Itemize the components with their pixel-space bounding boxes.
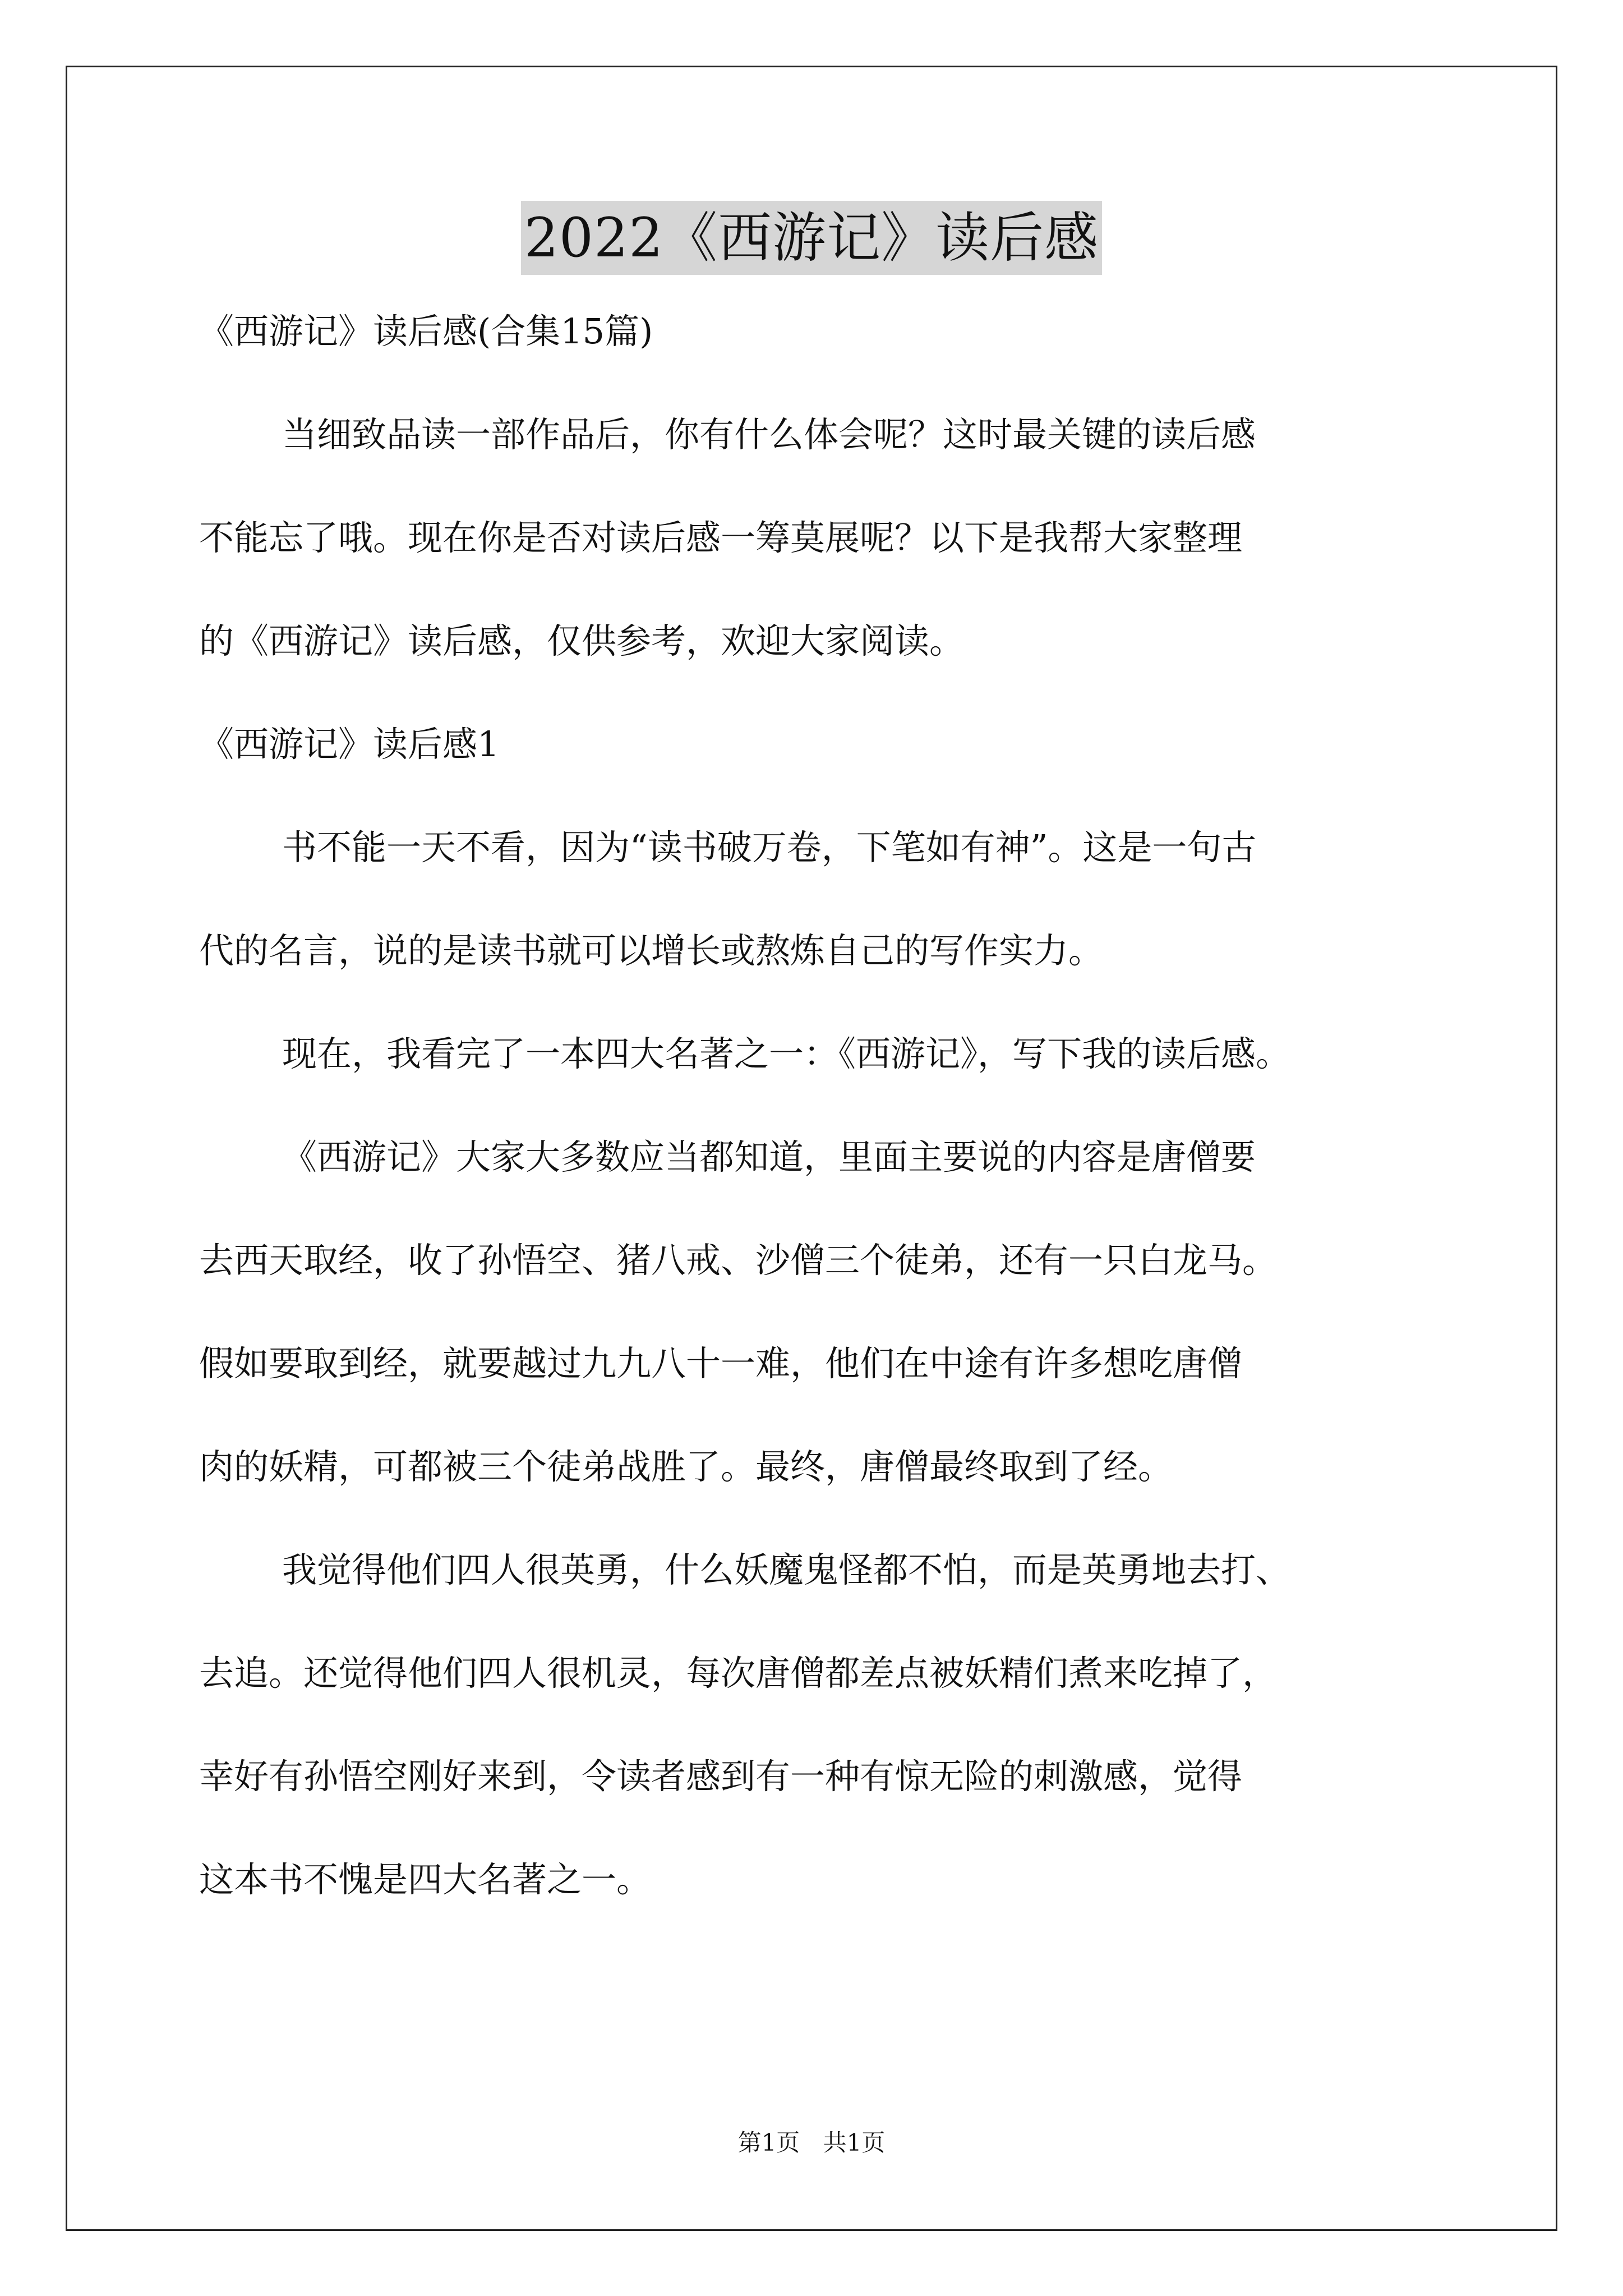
- intro-paragraph-line: 的《西游记》读后感，仅供参考，欢迎大家阅读。: [199, 620, 965, 661]
- page-footer: [0, 2126, 1623, 2160]
- body-paragraph-line: 去西天取经，收了孙悟空、猪八戒、沙僧三个徒弟，还有一只白龙马。: [199, 1240, 1278, 1281]
- section-heading: 《西游记》读后感1: [199, 724, 500, 765]
- document-title: 2022《西游记》读后感: [521, 201, 1102, 275]
- intro-paragraph-line: 当细致品读一部作品后，你有什么体会呢？这时最关键的读后感: [282, 414, 1256, 455]
- document-body: [199, 306, 1433, 1957]
- title-container: [0, 201, 1623, 275]
- body-paragraph-line: 这本书不愧是四大名著之一。: [199, 1859, 652, 1900]
- body-paragraph-line: 幸好有孙悟空刚好来到，令读者感到有一种有惊无险的刺激感，觉得: [199, 1756, 1243, 1797]
- body-paragraph-line: 《西游记》大家大多数应当都知道，里面主要说的内容是唐僧要: [282, 1137, 1256, 1177]
- body-paragraph-line: 假如要取到经，就要越过九九八十一难，他们在中途有许多想吃唐僧: [199, 1343, 1243, 1384]
- body-paragraph-line: 现在，我看完了一本四大名著之一：《西游记》，写下我的读后感。: [282, 1033, 1291, 1074]
- body-paragraph-line: 书不能一天不看，因为“读书破万卷，下笔如有神”。这是一句古: [282, 827, 1257, 868]
- body-paragraph-line: 我觉得他们四人很英勇，什么妖魔鬼怪都不怕，而是英勇地去打、: [282, 1549, 1291, 1590]
- page-number-total: 共1页: [823, 2129, 886, 2156]
- page-number-current: 第1页: [737, 2129, 800, 2156]
- body-paragraph-line: 代的名言，说的是读书就可以增长或熬炼自己的写作实力。: [199, 930, 1104, 971]
- intro-paragraph-line: 不能忘了哦。现在你是否对读后感一筹莫展呢？以下是我帮大家整理: [199, 517, 1243, 558]
- body-paragraph-line: 肉的妖精，可都被三个徒弟战胜了。最终，唐僧最终取到了经。: [199, 1446, 1173, 1487]
- body-paragraph-line: 去追。还觉得他们四人很机灵，每次唐僧都差点被妖精们煮来吃掉了，: [199, 1653, 1278, 1694]
- document-subtitle: 《西游记》读后感(合集15篇): [199, 311, 653, 352]
